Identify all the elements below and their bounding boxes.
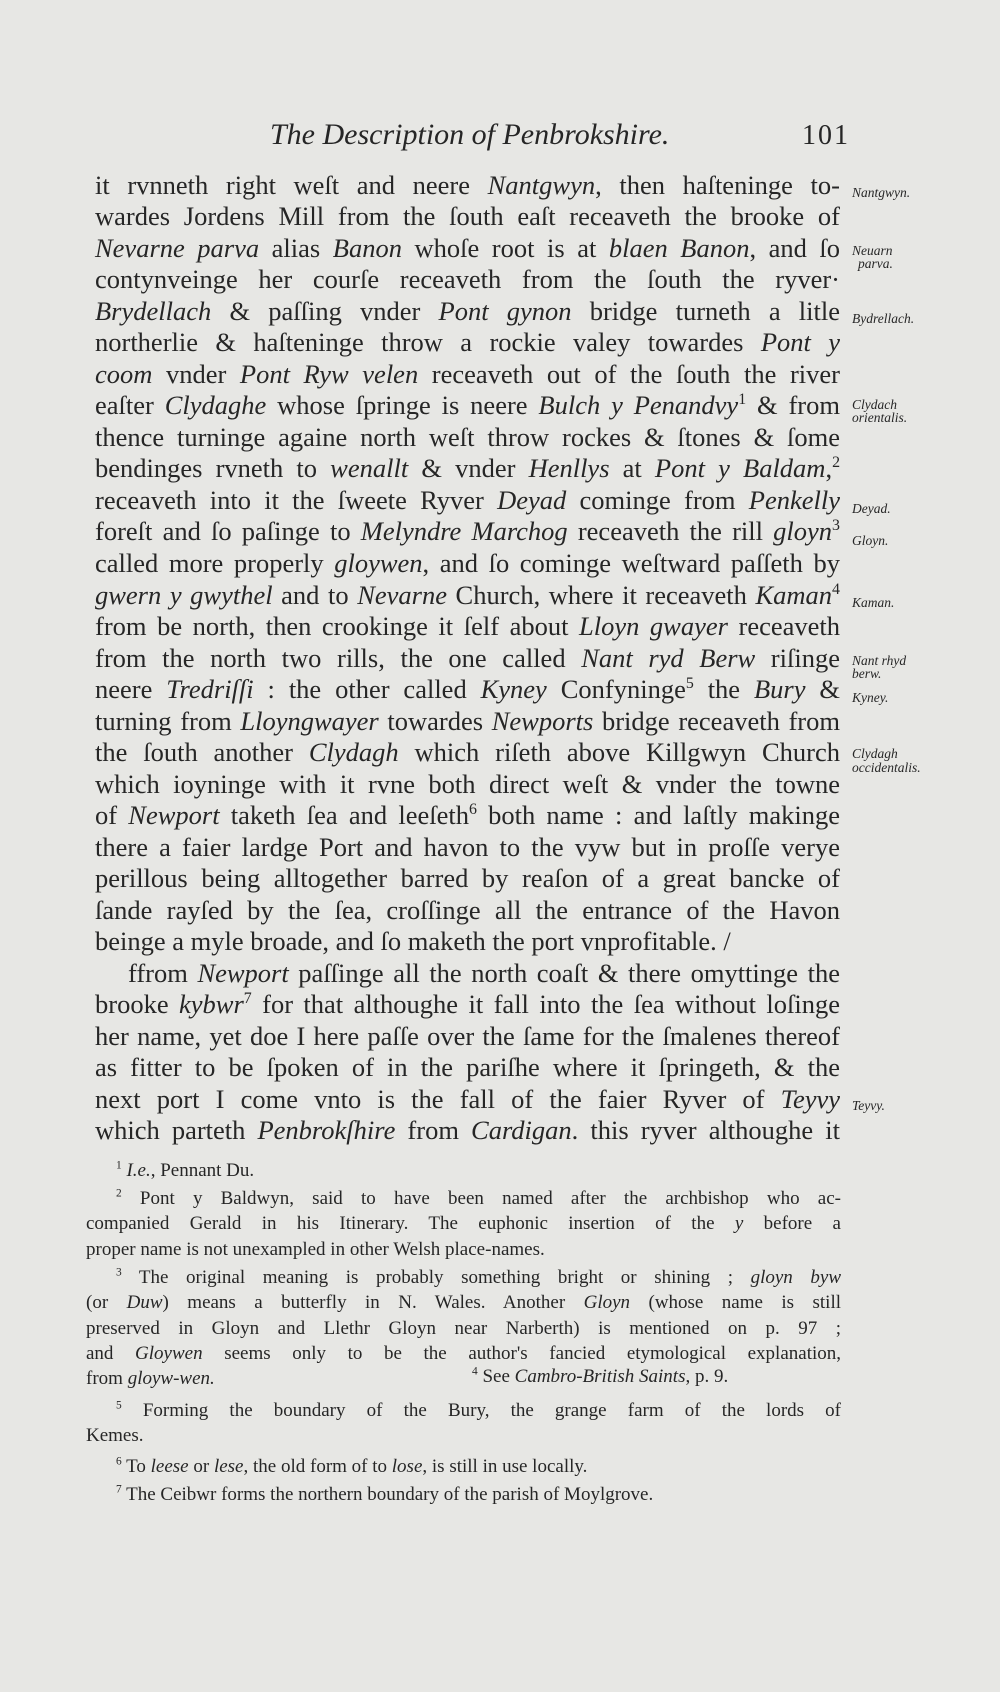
text-line: gwern y gwythel and to Nevarne Church, where it receaveth Kaman$^4$: [95, 580, 840, 610]
text-line: contynveinge her courſe receaveth from the ſouth the ryver·: [95, 264, 840, 294]
margin-note: Nant rhyd: [852, 653, 907, 668]
margin-note: Bydrellach.: [852, 311, 915, 326]
margin-note: Deyad.: [852, 501, 891, 516]
text-line: it rvnneth right weſt and neere Nantgwyn, then haſteninge to-: [95, 170, 840, 200]
margin-note: Teyvy.: [852, 1098, 885, 1113]
footnote-line: preserved in Gloyn and Llethr Gloyn near Narberth) is mentioned on p. 97 ;: [86, 1318, 841, 1339]
text-line: perillous being alltogether barred by reaſon of a great bancke of: [95, 863, 840, 893]
footnote-line: $^6$ To leese or lese, the old form of to lose, is still in use locally.: [116, 1455, 588, 1477]
margin-note: Nantgwyn.: [852, 185, 911, 200]
text-line: called more properly gloywen, and ſo cominge weſtward paſſeth by: [95, 548, 840, 578]
margin-note: Clydach: [852, 397, 897, 412]
text-line: as fitter to be ſpoken of in the pariſhe where it ſpringeth, & the: [95, 1052, 840, 1082]
text-line: northerlie & haſteninge throw a rockie valey towardes Pont y: [95, 327, 841, 357]
footnote-line: $^2$ Pont y Baldwyn, said to have been named after the archbishop who ac-: [116, 1187, 841, 1209]
text-line: next port I come vnto is the fall of the faier Ryver of Teyvy: [95, 1084, 840, 1114]
text-line: ſande rayſed by the ſea, croſſinge all the entrance of the Havon: [95, 895, 840, 925]
text-line: the ſouth another Clydagh which riſeth above Killgwyn Church: [95, 737, 840, 767]
text-line: foreſt and ſo paſinge to Melyndre Marchog receaveth the rill gloyn$^3$: [95, 516, 840, 546]
margin-note: Kyney.: [852, 690, 889, 705]
text-line: ffrom Newport paſſinge all the north coaſt & there omyttinge the: [128, 958, 840, 988]
text-line: Brydellach & paſſing vnder Pont gynon bridge turneth a litle: [95, 296, 840, 326]
text-line: coom vnder Pont Ryw velen receaveth out of the ſouth the river: [95, 359, 840, 389]
margin-note: Kaman.: [852, 595, 895, 610]
text-line: from be north, then crookinge it ſelf about Lloyn gwayer receaveth: [95, 611, 841, 641]
text-line: which parteth Penbrokſhire from Cardigan. this ryver althoughe it: [95, 1115, 840, 1145]
footnote-line: $^1$ I.e., Pennant Du.: [116, 1159, 255, 1181]
margin-note: Gloyn.: [852, 533, 889, 548]
margin-note: Neuarn: [852, 243, 893, 258]
text-line: there a faier lardge Port and havon to the vyw but in proſſe verye: [95, 832, 840, 862]
footnote-line: $^5$ Forming the boundary of the Bury, the grange farm of the lords of: [116, 1399, 841, 1421]
margin-note: Clydagh: [852, 746, 898, 761]
text-line: from the north two rills, the one called Nant ryd Berw riſinge: [95, 643, 840, 673]
text-line: beinge a myle broade, and ſo maketh the port vnprofitable. /: [95, 926, 731, 956]
footnote-line: from gloyw-wen.: [86, 1368, 215, 1389]
page-header-title: The Description of Penbrokshire.: [270, 118, 670, 151]
text-line: neere Tredriſſi : the other called Kyney Confyninge$^5$ the Bury &: [95, 674, 840, 704]
footnote-line: proper name is not unexampled in other Welsh place-names.: [86, 1239, 545, 1260]
footnote-line: $^7$ The Ceibwr forms the northern boundary of the parish of Moylgrove.: [116, 1483, 654, 1505]
margin-note: berw.: [852, 666, 882, 681]
text-line: bendinges rvneth to wenallt & vnder Henllys at Pont y Baldam,$^2$: [95, 453, 841, 483]
margin-note: parva.: [858, 256, 893, 271]
footnote-line: companied Gerald in his Itinerary. The euphonic insertion of the y before a: [86, 1213, 841, 1234]
text-line: of Newport taketh ſea and leeſeth$^6$ both name : and laſtly makinge: [95, 800, 840, 830]
footnote-line: $^3$ The original meaning is probably something bright or shining ; gloyn byw: [116, 1266, 841, 1288]
margin-note: orientalis.: [852, 410, 908, 425]
text-line: eaſter Clydaghe whose ſpringe is neere Bulch y Penandvy$^1$ & from: [95, 390, 840, 420]
footnote-line: and Gloywen seems only to be the author's fancied etymological explanation,: [86, 1343, 841, 1364]
text-line: which ioyninge with it rvne both direct weſt & vnder the towne: [95, 769, 840, 799]
margin-note: occidentalis.: [852, 760, 921, 775]
page-number: 101: [802, 120, 850, 151]
footnote-line: Kemes.: [86, 1425, 144, 1446]
text-line: turning from Lloyngwayer towardes Newports bridge receaveth from: [95, 706, 840, 736]
text-line: thence turninge againe north weſt throw rockes & ſtones & ſome: [95, 422, 840, 452]
text-line: receaveth into it the ſweete Ryver Deyad cominge from Penkelly: [95, 485, 841, 515]
footnote-line: (or Duw) means a butterfly in N. Wales. Another Gloyn (whose name is still: [86, 1292, 842, 1313]
text-line: brooke kybwr$^7$ for that althoughe it fall into the ſea without loſinge: [95, 989, 841, 1019]
text-line: Nevarne parva alias Banon whoſe root is at blaen Banon, and ſo: [95, 233, 841, 263]
text-line: her name, yet doe I here paſſe over the ſame for the ſmalenes thereof: [95, 1021, 840, 1051]
footnote-4: $^4$ See Cambro-British Saints, p. 9.: [472, 1365, 729, 1387]
text-line: wardes Jordens Mill from the ſouth eaſt receaveth the brooke of: [95, 201, 840, 231]
